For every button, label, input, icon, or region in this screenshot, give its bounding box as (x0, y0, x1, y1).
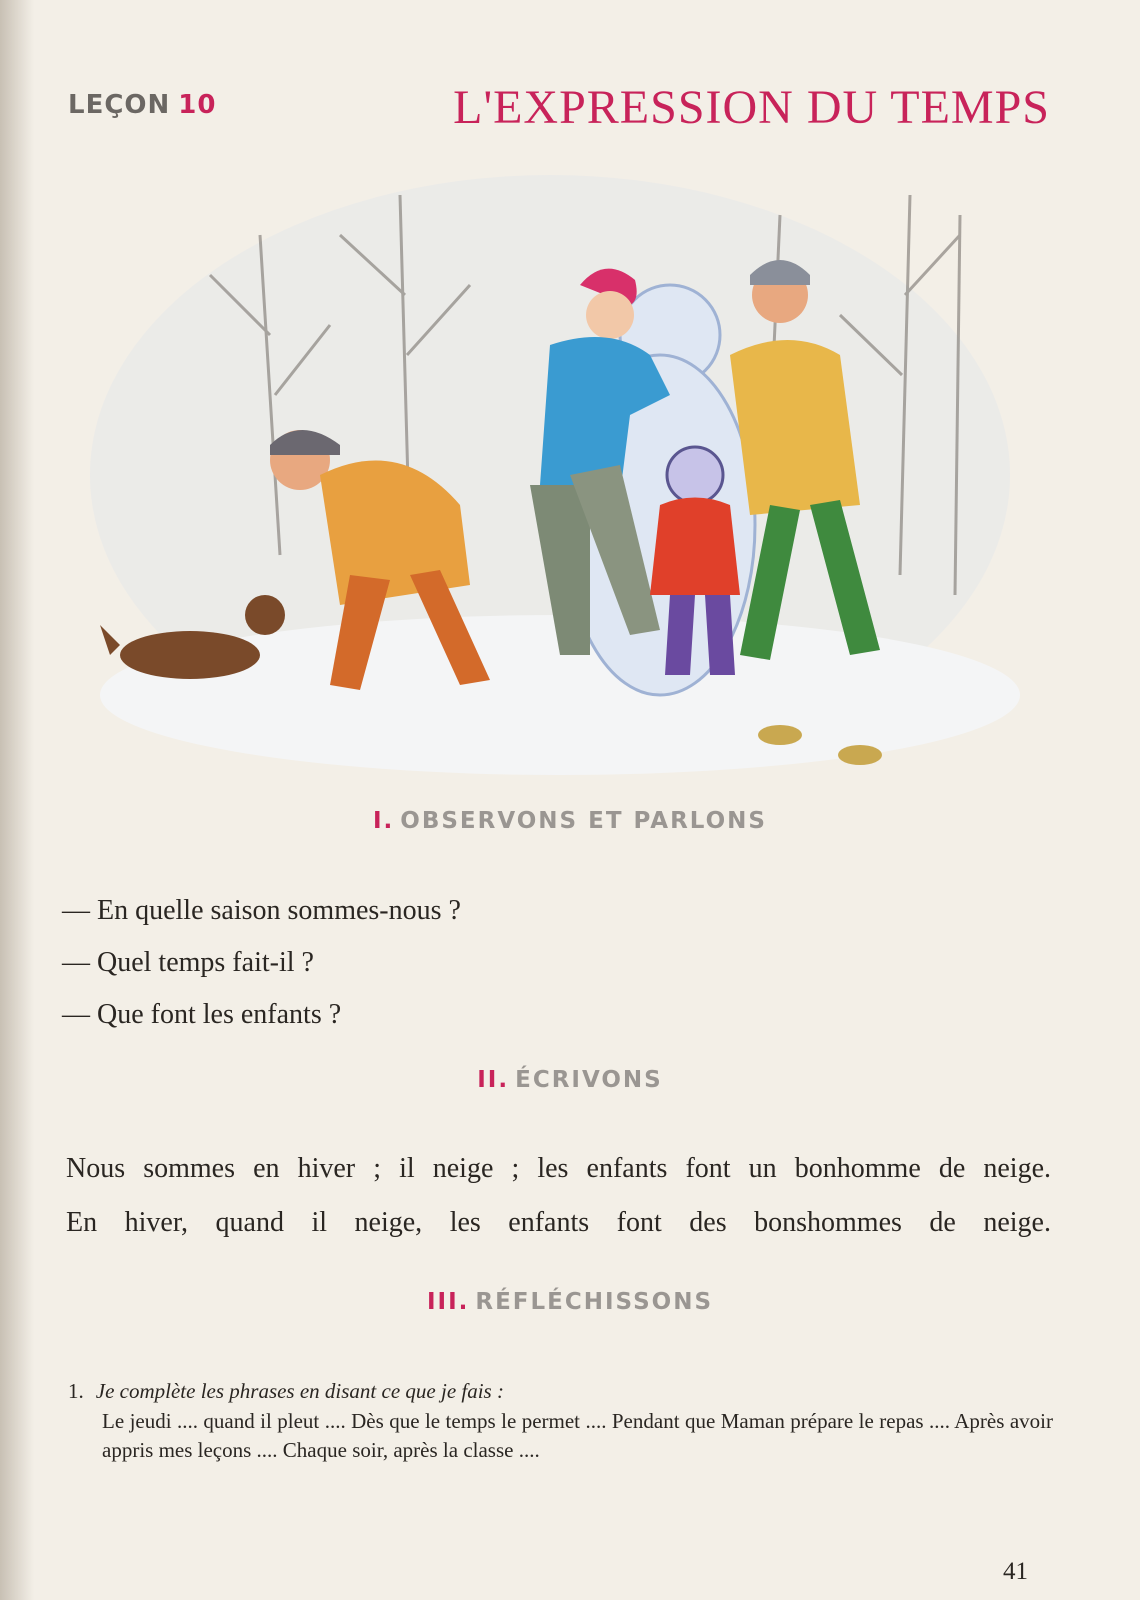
exercise-text: Le jeudi .... quand il pleut .... Dès que le temps le permet .... Pendant que Maman prépare le repas .... Après avoir appris mes leçons .... Chaque soir, après la classe .... (102, 1409, 1053, 1462)
dictation-sentences (66, 1142, 1051, 1250)
page-number: 41 (1003, 1558, 1028, 1585)
lesson-title: L'EXPRESSION DU TEMPS (453, 81, 1050, 134)
lesson-label-text: LEÇON (68, 90, 171, 120)
section-title: OBSERVONS ET PARLONS (400, 808, 767, 834)
lesson-label (68, 90, 216, 120)
question-item: — En quelle saison sommes-nous ? (62, 895, 461, 926)
section-number: III. (426, 1289, 470, 1315)
question-item: — Que font les enfants ? (62, 999, 342, 1030)
page-binding-shadow (0, 0, 34, 1600)
question-item: — Quel temps fait-il ? (62, 947, 314, 978)
sentence: Nous sommes en hiver ; il neige ; les enfants font un bonhomme de neige. (66, 1153, 1051, 1184)
section-title: RÉFLÉCHISSONS (475, 1289, 714, 1315)
lesson-number: 10 (178, 90, 217, 120)
sentence: En hiver, quand il neige, les enfants font des bonshommes de neige. (66, 1207, 1051, 1238)
section-number: I. (372, 808, 395, 834)
section-heading-observons (0, 808, 1140, 834)
page-header (68, 80, 1050, 150)
exercise-1 (68, 1375, 1053, 1465)
snowman-illustration (80, 175, 1030, 805)
section-number: II. (477, 1067, 510, 1093)
exercise-number: 1. (68, 1379, 84, 1403)
section-title: ÉCRIVONS (515, 1067, 663, 1093)
exercise-instruction (68, 1375, 1053, 1407)
section-heading-ecrivons (0, 1067, 1140, 1093)
section-heading-reflechissons (0, 1289, 1140, 1315)
question-list (62, 885, 461, 1041)
exercise-instruction-text: Je complète les phrases en disant ce que je fais : (95, 1379, 504, 1403)
